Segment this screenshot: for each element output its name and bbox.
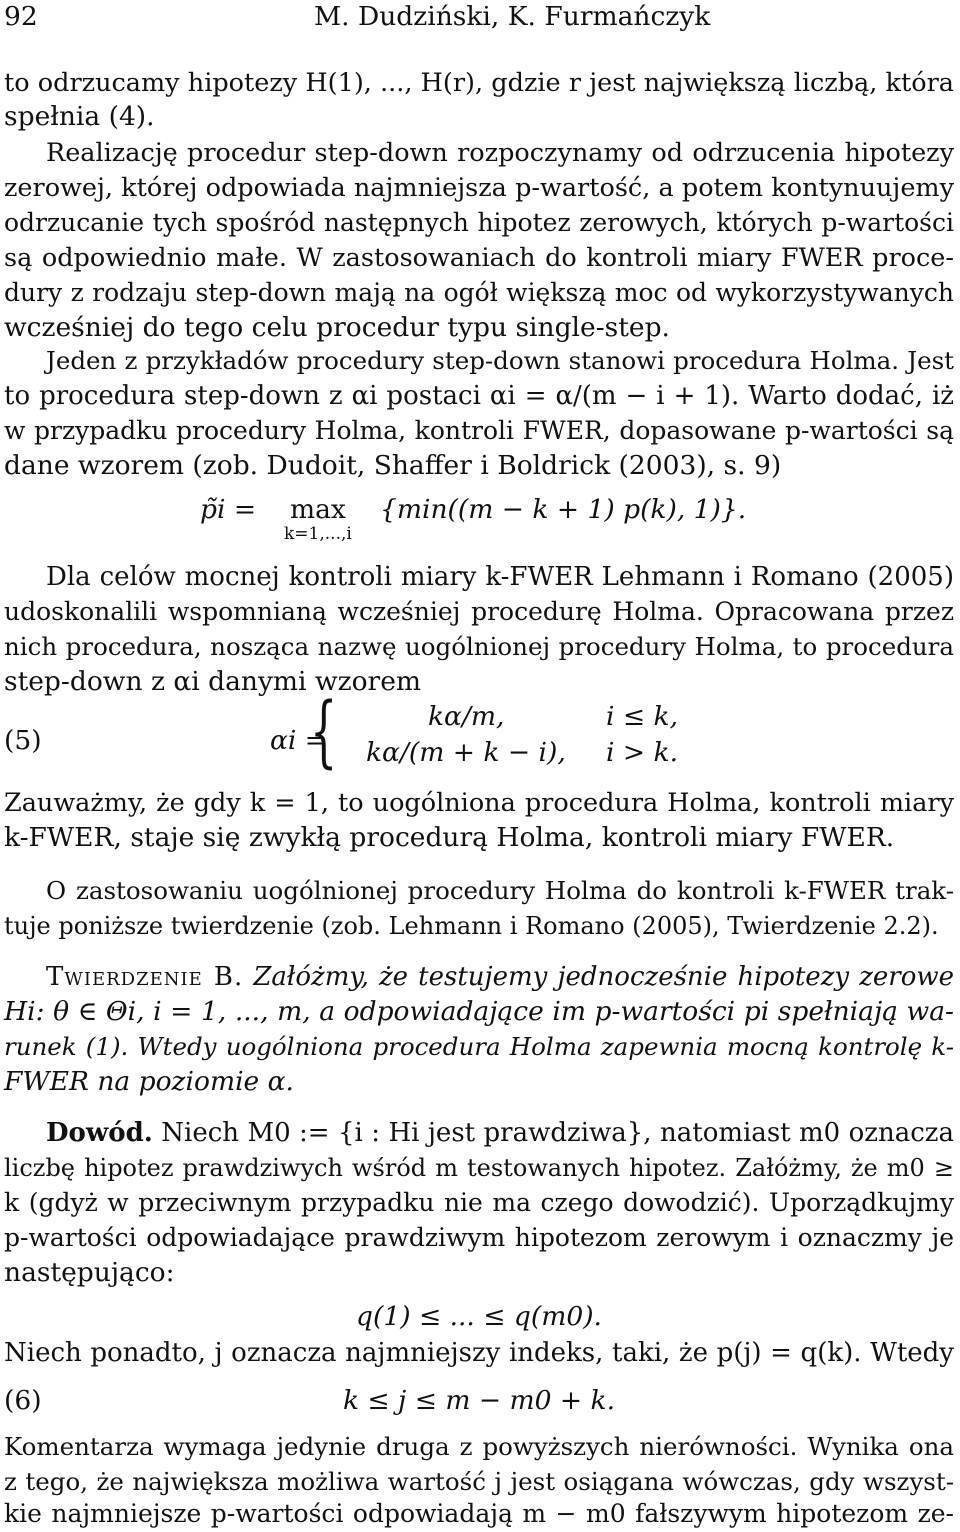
para2-line4: są odpowiednio małe. W zastosowaniach do kontroli miary FWER proce- — [4, 243, 954, 273]
proof-line8: z tego, że największa możliwa wartość j jest osiągana wówczas, gdy wszyst- — [4, 1467, 954, 1496]
eq-max-range: k=1,...,i — [284, 524, 352, 544]
theorem-line4: FWER na poziomie α. — [4, 1066, 294, 1097]
para4-line4: step-down z αi danymi wzorem — [4, 666, 422, 697]
equation-5-number: (5) — [4, 725, 42, 756]
equation-max — [200, 494, 820, 550]
proof-line2: liczbę hipotez prawdziwych wśród m testowanych hipotez. Załóżmy, że m0 ≥ — [4, 1154, 954, 1182]
eq5-case1-value: kα/m, — [428, 701, 505, 732]
para2-line1: Realizację procedur step-down rozpoczynamy od odrzucenia hipotezy — [46, 138, 954, 168]
eq5-case2-condition: i > k. — [606, 737, 679, 768]
para2-line2: zerowej, której odpowiada najmniejsza p-wartość, a potem kontynuujemy — [4, 173, 954, 203]
para1-line2: spełnia (4). — [4, 101, 155, 132]
para2-line3: odrzucanie tych spośród następnych hipotez zerowych, których p-wartości — [4, 208, 954, 237]
equation-6-number: (6) — [4, 1385, 42, 1416]
para3-line1: Jeden z przykładów procedury step-down stanowi procedura Holma. Jest — [46, 346, 954, 375]
proof-line1-text: Niech M0 := {i : Hi jest prawdziwa}, natomiast m0 oznacza — [161, 1118, 954, 1148]
proof-line1 — [4, 1116, 954, 1150]
eq5-case2-value: kα/(m + k − i), — [366, 737, 566, 768]
para3-line2: to procedura step-down z αi postaci αi = α/(m − i + 1). Warto dodać, iż — [4, 381, 954, 411]
para5-line2: k-FWER, staje się zwykłą procedurą Holma, kontroli miary FWER. — [4, 822, 895, 853]
eq5-lhs: αi = — [270, 725, 327, 756]
para2-line5: dury z rodzaju step-down mają na ogół większą moc od wykorzystywanych — [4, 278, 954, 307]
proof-line7: Komentarza wymaga jedynie druga z powyższych nierówności. Wynika ona — [4, 1432, 954, 1461]
para4-line2: udoskonalili wspomnianą wcześniej procedurę Holma. Opracowana przez — [4, 597, 954, 626]
running-header — [4, 0, 954, 34]
proof-line5: następująco: — [4, 1257, 175, 1288]
proof-line9: kie najmniejsze p-wartości odpowiadają m − m0 fałszywym hipotezom ze- — [4, 1499, 954, 1528]
para3-line3: w przypadku procedury Holma, kontroli FWER, dopasowane p-wartości są — [4, 416, 954, 445]
proof-label: Dowód. — [46, 1118, 153, 1148]
equation-6: k ≤ j ≤ m − m0 + k. — [342, 1385, 616, 1416]
proof-line6: Niech ponadto, j oznacza najmniejszy indeks, taki, że p(j) = q(k). Wtedy — [4, 1338, 954, 1368]
eq5-case1-condition: i ≤ k, — [606, 701, 679, 732]
para6-line1: O zastosowaniu uogólnionej procedury Holma do kontroli k-FWER trak- — [46, 876, 954, 905]
theorem-line1 — [4, 960, 954, 994]
theorem-line3: runek (1). Wtedy uogólniona procedura Holma zapewnia mocną kontrolę k- — [4, 1032, 954, 1061]
para1-line1: to odrzucamy hipotezy H(1), ..., H(r), gdzie r jest największą liczbą, która — [4, 68, 954, 98]
para3-line4: dane wzorem (zob. Dudoit, Shaffer i Boldrick (2003), s. 9) — [4, 450, 782, 481]
para6-line2: tuje poniższe twierdzenie (zob. Lehmann i Romano (2005), Twierdzenie 2.2). — [4, 912, 939, 940]
theorem-label: Twierdzenie B. — [46, 962, 244, 992]
eq-max-operator: max — [290, 494, 346, 525]
equation-q-order: q(1) ≤ ... ≤ q(m0). — [356, 1301, 602, 1332]
proof-line3: k (gdyż w przeciwnym przypadku nie ma czego dowodzić). Uporządkujmy — [4, 1188, 954, 1217]
header-authors: M. Dudziński, K. Furmańczyk — [314, 1, 711, 32]
equation-5 — [270, 687, 690, 777]
theorem-line1-text: Załóżmy, że testujemy jednocześnie hipotezy zerowe — [253, 962, 955, 992]
para4-line1: Dla celów mocnej kontroli miary k-FWER Lehmann i Romano (2005) — [46, 562, 954, 592]
page-number: 92 — [4, 1, 38, 32]
eq5-brace: { — [310, 687, 338, 777]
para4-line3: nich procedura, nosząca nazwę uogólnionej procedury Holma, to procedura — [4, 632, 954, 661]
eq-max-rhs: {min((m − k + 1) p(k), 1)}. — [380, 494, 747, 525]
para2-line6: wcześniej do tego celu procedur typu single-step. — [4, 312, 670, 343]
eq-max-lhs: p̃i = — [200, 494, 257, 525]
theorem-line2: Hi: θ ∈ Θi, i = 1, ..., m, a odpowiadające im p-wartości pi spełniają wa- — [4, 996, 954, 1027]
para5-line1: Zauważmy, że gdy k = 1, to uogólniona procedura Holma, kontroli miary — [4, 788, 954, 818]
proof-line4: p-wartości odpowiadające prawdziwym hipotezom zerowym i oznaczmy je — [4, 1223, 954, 1252]
